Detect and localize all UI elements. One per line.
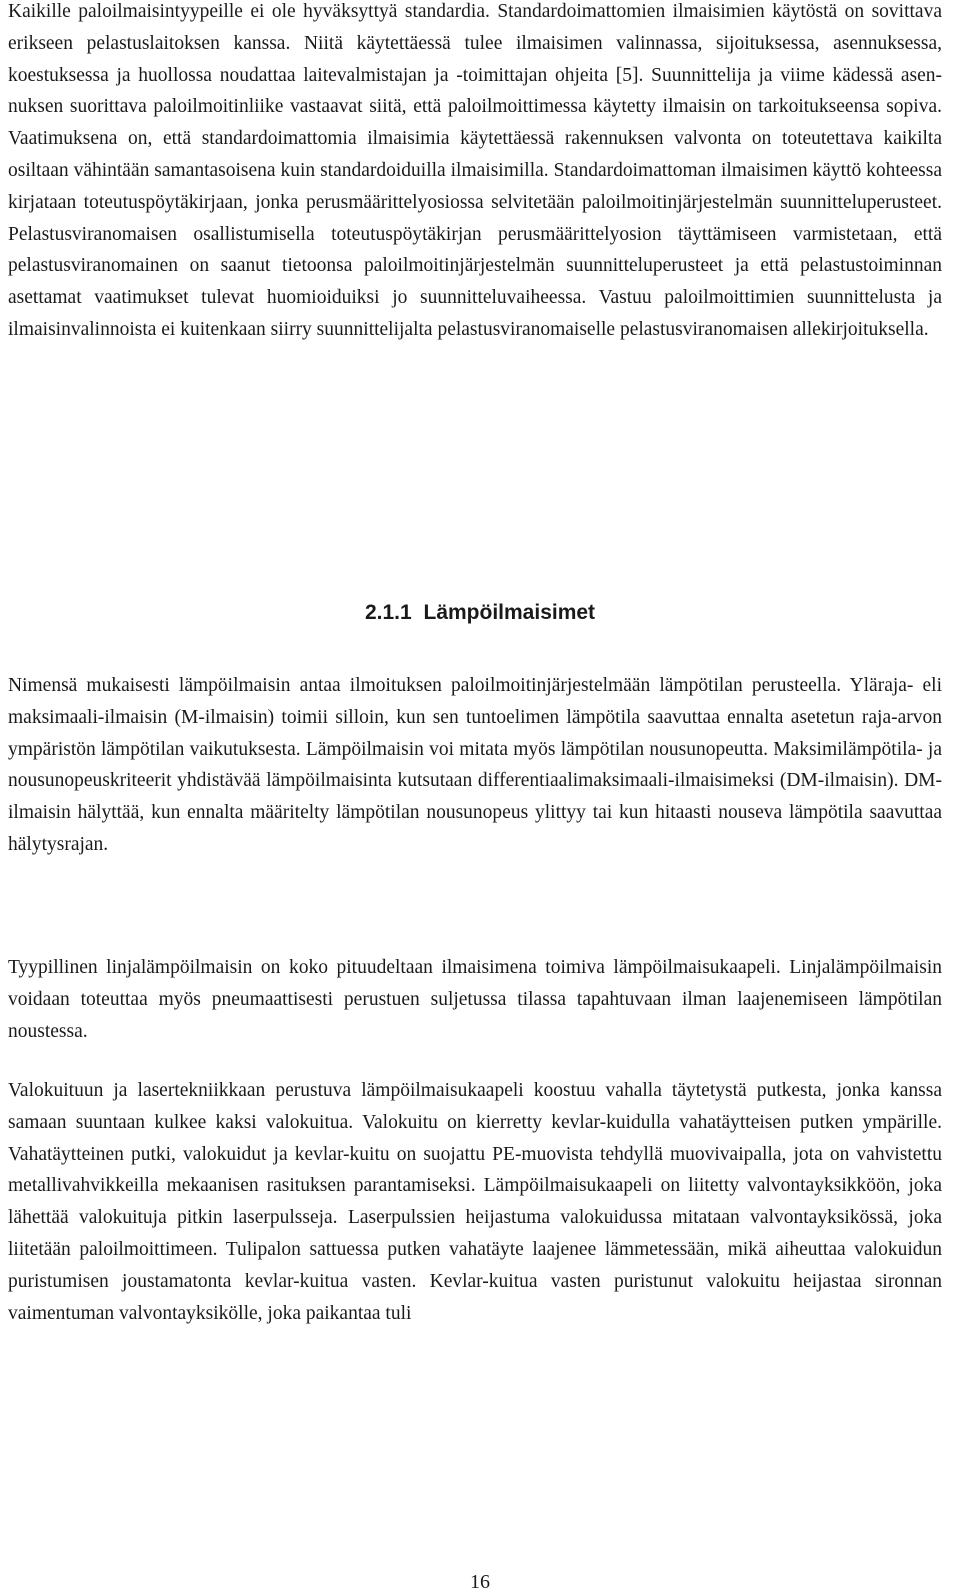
intro-paragraph: Kaikille paloilmaisintyypeille ei ole hyväksyttyä standardia. Standardoimattomien ilmaisimien käytöstä on sovittava erikseen pelastuslaitoksen kanssa. Niitä käytettäessä tulee ilmaisimen valinnassa, sijoituksessa, asennuksessa, koestuksessa ja huollossa noudattaa laitevalmistajan ja -toimittajan ohjeita [5]. Suunnittelija ja viime kädessä asennuksen suorittava paloilmoitinliike vastaavat siitä, että paloilmoittimessa käytetty ilmaisin on tarkoitukseensa sopiva. Vaatimuksena on, että standardoimattomia ilmaisimia käytettäessä rakennuksen valvonta on toteutettava kaikilta osiltaan vähintään samantasoisena kuin standardoiduilla ilmaisimilla. Standardoimattoman ilmaisimen käyttö kohteessa kirjataan toteutuspöytäkirjaan, jonka perusmäärittelyosiossa selvitetään paloilmoitinjärjestelmän suunnitteluperusteet. Pelastusviranomaisen osallistumisella toteutuspöytäkirjan perusmäärittelyosion täyttämiseen varmistetaan, että pelastusviranomainen on saanut tietoonsa paloilmoitinjärjestelmän suunnitteluperusteet ja että pelastustoiminnan asettamat vaatimukset tulevat huomioiduiksi jo suunnitteluvaiheessa. Vastuu paloilmoittimien suunnittelusta ja ilmaisinvalinnoista ei kuitenkaan siirry suunnittelijalta pelastusviranomaiselle pelastusviranomaisen allekirjoituksella. [8,1,942,340]
body-paragraph: Nimensä mukaisesti lämpöilmaisin antaa ilmoituksen paloilmoitinjärjestelmään lämpötilan perusteella. Yläraja- eli maksimaali-ilmaisin (M-ilmaisin) toimii silloin, kun sen tuntoelimen lämpötila saavuttaa ennalta asetetun raja-arvon ympäristön lämpötilan vaikutuksesta. Lämpöilmaisin voi mitata myös lämpötilan nousunopeutta. Maksimilämpötila- ja nousunopeuskriteerit yhdistävää lämpöilmaisinta kutsutaan differentiaalimaksimaali-ilmaisimeksi (DM-ilmaisin). DM-ilmaisin hälyttää, kun ennalta määritelty lämpötilan nousunopeus ylittyy tai kun hitaasti nouseva lämpötila saavuttaa hälytysrajan. [8,675,942,855]
body-paragraph: Tyypillinen linjalämpöilmaisin on koko pituudeltaan ilmaisimena toimiva lämpöilmaisukaapeli. Linjalämpöilmaisin voidaan toteuttaa myös pneumaattisesti perustuen suljetussa tilassa tapahtuvaan ilman laajenemiseen lämpötilan noustessa. [8,957,942,1042]
section-number: 2.1.1 [364,601,412,624]
body-paragraph: Valokuituun ja lasertekniikkaan perustuva lämpöilmaisukaapeli koostuu vahalla täytetystä putkesta, jonka kanssa samaan suuntaan kulkee kaksi valokuitua. Valokuitu on kierretty kevlar-kuidulla vahatäytteisen putken ympärille. Vahatäytteinen putki, valokuidut ja kevlar-kuitu on suojattu PE-muovista tehdyllä muovivaipalla, jota on vahvistettu metallivahvikkeilla mekaanisen rasituksen parantamiseksi. Lämpöilmaisukaapeli on liitetty valvontayksikköön, joka lähettää valokuituja pitkin laserpulsseja. Laserpulssien heijastuma valokuidussa mitataan valvontayksikössä, joka liitetään paloilmoittimeen. Tulipalon sattuessa putken vahatäyte laajenee lämmetessään, mikä aiheuttaa valokuidun puristumisen joustamatonta kevlar-kuitua vasten. Kevlar-kuitua vasten puristunut valokuitu heijastaa sironnan vaimentuman valvontayksikölle, joka paikantaa tuli [8,1080,942,1324]
page-number: 16 [470,1571,490,1593]
section-title: Lämpöilmaisimet [423,601,596,624]
section-heading [0,598,960,628]
